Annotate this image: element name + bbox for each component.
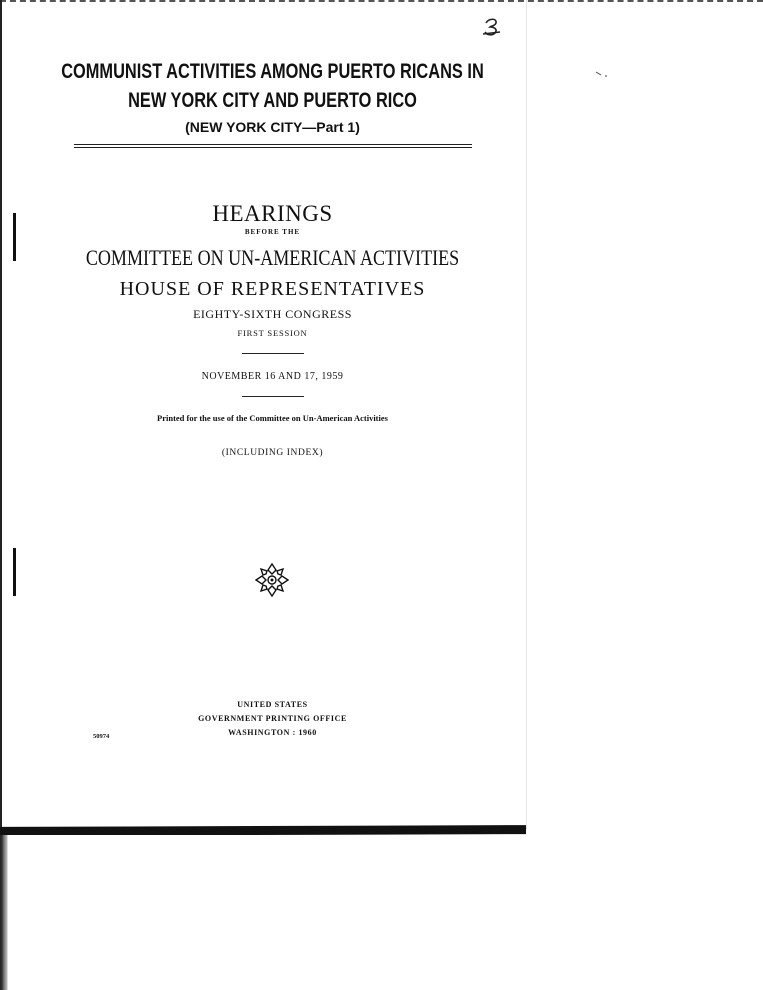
separator-rule-2 bbox=[242, 396, 304, 397]
session-label: FIRST SESSION bbox=[237, 328, 308, 338]
document-code: 50974 bbox=[93, 733, 110, 740]
title-double-rule bbox=[74, 144, 472, 148]
separator-rule-1 bbox=[242, 353, 304, 354]
title-line-1: COMMUNIST ACTIVITIES AMONG PUERTO RICANS IN bbox=[61, 60, 484, 83]
house-name: HOUSE OF REPRESENTATIVES bbox=[119, 278, 426, 300]
title-line-2: NEW YORK CITY AND PUERTO RICO bbox=[128, 89, 417, 112]
stray-mark-icon bbox=[595, 70, 613, 78]
underlying-page-edge-shadow bbox=[0, 835, 8, 990]
gpo-printers-ornament-icon bbox=[254, 562, 290, 598]
printer-gpo: GOVERNMENT PRINTING OFFICE bbox=[198, 714, 347, 723]
including-index-note: (INCLUDING INDEX) bbox=[221, 448, 324, 458]
binding-mark-lower bbox=[13, 548, 16, 596]
subtitle: (NEW YORK CITY—Part 1) bbox=[185, 119, 360, 135]
underlying-page bbox=[0, 835, 763, 990]
handwritten-page-mark-icon bbox=[480, 16, 506, 38]
before-the-label: BEFORE THE bbox=[244, 228, 301, 236]
scan-top-edge bbox=[0, 0, 763, 3]
printed-for-note: Printed for the use of the Committee on Un-American Activities bbox=[157, 413, 388, 423]
printer-united-states: UNITED STATES bbox=[237, 700, 308, 709]
committee-name: COMMITTEE ON UN-AMERICAN ACTIVITIES bbox=[85, 245, 460, 270]
hearings-heading: HEARINGS bbox=[212, 201, 333, 226]
printer-washington: WASHINGTON : 1960 bbox=[228, 728, 317, 737]
hearing-dates: NOVEMBER 16 AND 17, 1959 bbox=[201, 371, 344, 382]
congress-label: EIGHTY-SIXTH CONGRESS bbox=[193, 307, 352, 321]
